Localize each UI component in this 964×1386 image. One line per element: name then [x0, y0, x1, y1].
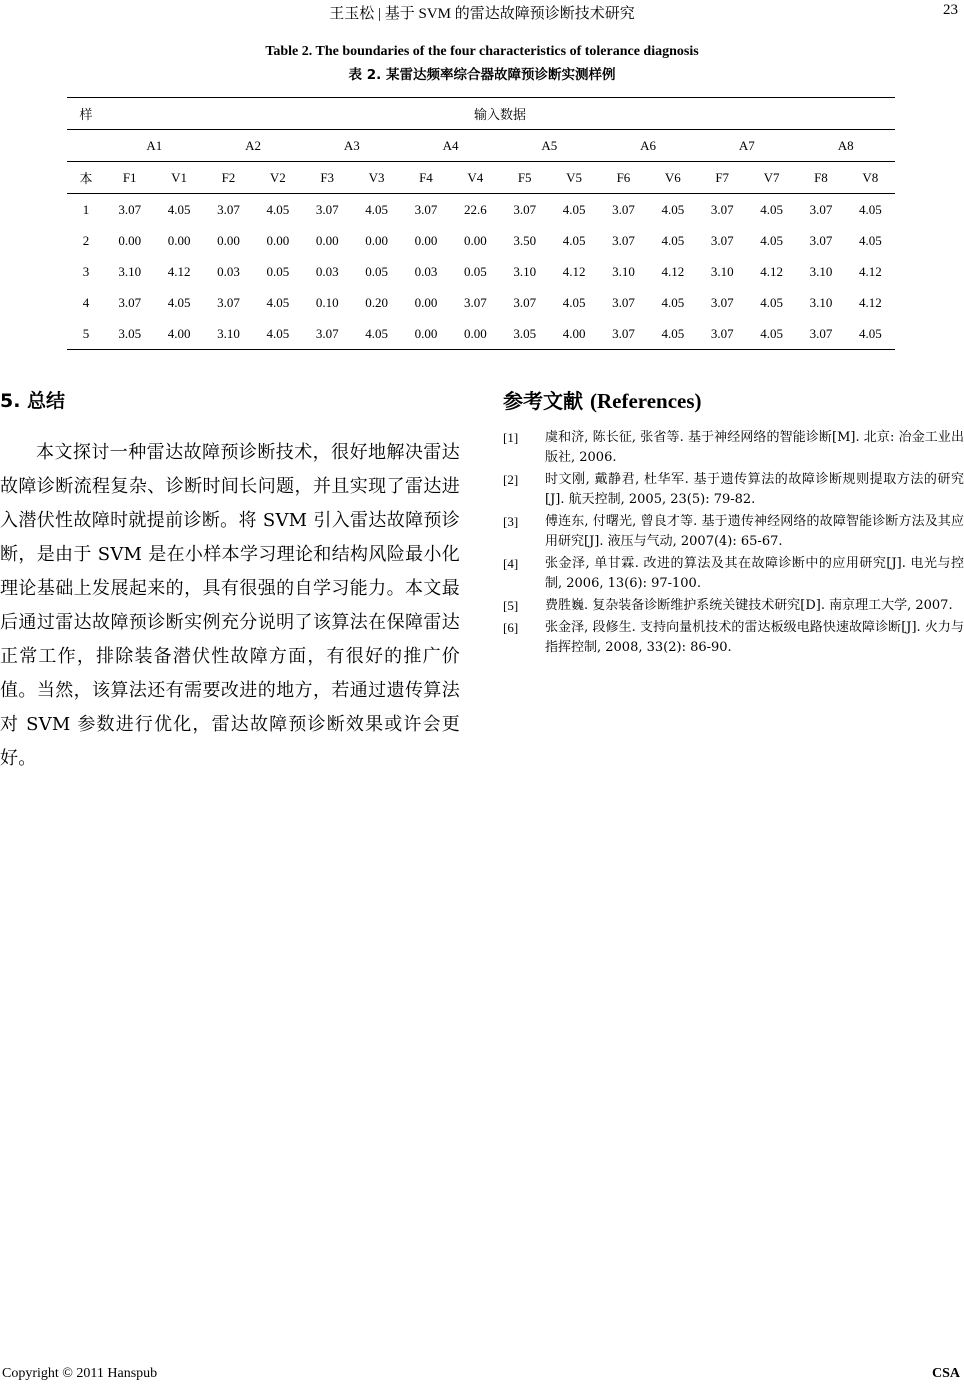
table-cell: 3.10 — [612, 263, 635, 279]
table-cell: 4.05 — [661, 294, 685, 310]
table-cell: 3.07 — [204, 194, 253, 226]
group-header: A6 — [599, 130, 698, 162]
table-cell: 3.07 — [217, 294, 240, 310]
table-cell: 0.03 — [217, 263, 240, 279]
data-table — [67, 97, 895, 350]
table-cell: 4.05 — [549, 194, 598, 226]
table-cell: 4.05 — [760, 294, 783, 310]
footer-journal: CSA — [931, 1366, 960, 1381]
group-header: A4 — [401, 130, 500, 162]
table-cell: 3.05 — [500, 318, 549, 350]
column-header: F6 — [599, 162, 648, 194]
group-header: A7 — [698, 130, 797, 162]
column-header: F3 — [303, 162, 352, 194]
table-cell: 3.07 — [500, 194, 549, 226]
table-cell: 0.05 — [463, 263, 487, 279]
table-cell: 4.05 — [661, 232, 685, 248]
table-cell: 4.12 — [167, 263, 191, 279]
table-cell: 0.00 — [217, 232, 240, 248]
table-cell: 3.10 — [809, 294, 833, 310]
group-header: A5 — [500, 130, 599, 162]
column-header: F4 — [401, 162, 450, 194]
column-header: F8 — [796, 162, 845, 194]
group-header: A2 — [204, 130, 303, 162]
table-cell: 3.07 — [612, 294, 635, 310]
reference-item — [503, 554, 964, 594]
table-cell: 3.05 — [105, 318, 154, 350]
table-cell: 4.05 — [352, 194, 401, 226]
column-header: F7 — [698, 162, 747, 194]
table-cell: 4.05 — [846, 194, 895, 226]
table-cell: 4.05 — [266, 294, 290, 310]
table-cell: 4.05 — [253, 318, 302, 350]
table-header-row-1 — [67, 98, 895, 130]
section-title: 5. 总结 — [0, 390, 66, 412]
column-header: V3 — [352, 162, 401, 194]
page-number: 23 — [943, 2, 958, 18]
input-data-label: 输入数据 — [105, 98, 895, 130]
reference-number: [2] — [503, 472, 519, 487]
table-cell: 3.07 — [612, 232, 635, 248]
table-cell: 3.50 — [513, 232, 537, 248]
table-cell: 4.12 — [661, 263, 685, 279]
column-header: F1 — [105, 162, 154, 194]
reference-item — [503, 618, 964, 658]
table-cell: 0.00 — [167, 232, 191, 248]
column-header: V7 — [747, 162, 796, 194]
column-header: V2 — [253, 162, 302, 194]
row-header-spacer — [67, 130, 105, 162]
table-cell: 4.05 — [352, 318, 401, 350]
table-cell: 0.00 — [365, 232, 388, 248]
table-cell: 4.05 — [648, 318, 697, 350]
table-cell: 0.10 — [315, 294, 339, 310]
table-cell: 22.6 — [451, 194, 500, 226]
table-cell: 0.00 — [463, 232, 487, 248]
table-cell: 4.05 — [154, 194, 203, 226]
table-row — [67, 256, 895, 287]
table-header-row-columns — [67, 162, 895, 194]
column-header: F5 — [500, 162, 549, 194]
table-cell: 4.05 — [562, 294, 586, 310]
column-header: V8 — [846, 162, 895, 194]
reference-text: 张金泽, 段修生. 支持向量机技术的雷达板级电路快速故障诊断[J]. 火力与指挥控制, 2008, 33(2): 86-90. — [545, 620, 964, 655]
references-section — [503, 384, 964, 660]
column-header: V5 — [549, 162, 598, 194]
table-cell: 3.07 — [513, 294, 537, 310]
group-header: A1 — [105, 130, 204, 162]
table-cell: 4.05 — [747, 318, 796, 350]
table-cell: 0.20 — [365, 294, 388, 310]
row-id-cell: 4 — [82, 294, 90, 310]
table-cell: 3.07 — [599, 194, 648, 226]
table-row — [67, 194, 895, 226]
table-body — [67, 194, 895, 350]
reference-item — [503, 428, 964, 468]
references-title-en: (References) — [589, 389, 702, 413]
table-cell: 0.03 — [315, 263, 339, 279]
table-cell: 3.07 — [303, 318, 352, 350]
table-header-row-groups — [67, 130, 895, 162]
reference-list — [503, 428, 964, 658]
reference-item — [503, 512, 964, 552]
row-id-cell: 2 — [82, 232, 90, 248]
table-cell: 3.07 — [118, 294, 142, 310]
table-row — [67, 225, 895, 256]
table-cell: 4.00 — [549, 318, 598, 350]
column-header: F2 — [204, 162, 253, 194]
column-header: V6 — [648, 162, 697, 194]
reference-number: [4] — [503, 556, 519, 571]
table-cell: 3.10 — [809, 263, 833, 279]
row-header-top: 样 — [67, 98, 105, 130]
reference-number: [3] — [503, 514, 519, 529]
table-cell: 4.00 — [154, 318, 203, 350]
table-cell: 3.07 — [105, 194, 154, 226]
table-cell: 3.07 — [303, 194, 352, 226]
row-id-cell: 3 — [82, 263, 90, 279]
row-id-cell: 5 — [67, 318, 105, 350]
conclusion-paragraph: 本文探讨一种雷达故障预诊断技术，很好地解决雷达故障诊断流程复杂、诊断时间长问题，并且实现了雷达进入潜伏性故障时就提前诊断。将 SVM 引入雷达故障预诊断，是由于 SVM 是在小样本学习理论和结构风险最小化理论基础上发展起来的，具有很强的自学习能力。本文最后通过雷达故障预诊断实例充分说明了该算法在保障雷达正常工作，排除装备潜伏性故障方面，有很好的推广价值。当然，该算法还有需要改进的地方，若通过遗传算法对 SVM 参数进行优化，雷达故障预诊断效果或许会更好。 — [0, 442, 460, 769]
table-cell: 0.05 — [365, 263, 388, 279]
table-cell: 4.05 — [747, 194, 796, 226]
reference-item — [503, 596, 964, 616]
table-cell: 0.00 — [315, 232, 339, 248]
table-cell: 3.10 — [118, 263, 142, 279]
table-cell: 3.07 — [710, 294, 734, 310]
table-cell: 4.12 — [562, 263, 586, 279]
table-cell: 0.00 — [266, 232, 290, 248]
group-header: A3 — [303, 130, 402, 162]
row-header-bottom: 本 — [67, 162, 105, 194]
table-cell: 4.12 — [858, 263, 882, 279]
reference-item — [503, 470, 964, 510]
column-header: V4 — [451, 162, 500, 194]
reference-text: 傅连东, 付曙光, 曾良才等. 基于遗传神经网络的故障智能诊断方法及其应用研究[J]. 液压与气动, 2007(4): 65-67. — [545, 514, 964, 549]
conclusion-section — [0, 384, 460, 776]
reference-number: [5] — [503, 598, 519, 613]
row-id-cell: 1 — [67, 194, 105, 226]
table-cell: 3.07 — [809, 232, 833, 248]
table-cell: 3.07 — [599, 318, 648, 350]
data-table-container — [67, 97, 895, 350]
table-cell: 4.05 — [846, 318, 895, 350]
table-cell: 3.07 — [796, 194, 845, 226]
table-cell: 4.12 — [858, 294, 882, 310]
table-cell: 0.00 — [414, 294, 438, 310]
table-cell: 4.05 — [253, 194, 302, 226]
reference-text: 费胜巍. 复杂装备诊断维护系统关键技术研究[D]. 南京理工大学, 2007. — [545, 598, 953, 613]
table-cell: 0.00 — [451, 318, 500, 350]
table-row — [67, 318, 895, 350]
table-cell: 3.07 — [796, 318, 845, 350]
table-cell: 4.12 — [760, 263, 783, 279]
table-caption-en: Table 2. The boundaries of the four characteristics of tolerance diagnosis — [265, 44, 699, 59]
table-cell: 3.07 — [401, 194, 450, 226]
table-cell: 0.00 — [414, 232, 438, 248]
reference-text: 虞和济, 陈长征, 张省等. 基于神经网络的智能诊断[M]. 北京: 冶金工业出版社, 2006. — [545, 430, 964, 465]
references-title — [503, 384, 964, 418]
reference-number: [6] — [503, 620, 519, 635]
table-cell: 0.00 — [401, 318, 450, 350]
column-header: V1 — [154, 162, 203, 194]
table-cell: 3.07 — [698, 194, 747, 226]
reference-number: [1] — [503, 430, 519, 445]
reference-text: 时文刚, 戴静君, 杜华军. 基于遗传算法的故障诊断规则提取方法的研究[J]. 航天控制, 2005, 23(5): 79-82. — [545, 472, 964, 507]
table-caption-zh: 表 2. 某雷达频率综合器故障预诊断实测样例 — [348, 67, 616, 83]
running-title: 王玉松 | 基于 SVM 的雷达故障预诊断技术研究 — [329, 6, 635, 22]
table-cell: 3.07 — [710, 232, 734, 248]
table-cell: 0.05 — [266, 263, 290, 279]
table-cell: 4.05 — [167, 294, 191, 310]
footer-copyright: Copyright © 2011 Hanspub — [2, 1366, 158, 1381]
table-cell: 0.03 — [414, 263, 438, 279]
table-cell: 4.05 — [858, 232, 882, 248]
table-cell: 3.10 — [710, 263, 734, 279]
table-cell: 4.05 — [648, 194, 697, 226]
table-cell: 0.00 — [118, 232, 142, 248]
table-cell: 3.10 — [513, 263, 537, 279]
references-title-zh: 参考文献 — [503, 389, 583, 413]
table-row — [67, 287, 895, 318]
table-cell: 3.07 — [698, 318, 747, 350]
table-cell: 4.05 — [760, 232, 783, 248]
table-cell: 3.07 — [463, 294, 487, 310]
table-cell: 4.05 — [562, 232, 586, 248]
table-cell: 3.10 — [204, 318, 253, 350]
page-header — [0, 0, 964, 24]
group-header: A8 — [796, 130, 895, 162]
reference-text: 张金泽, 单甘霖. 改进的算法及其在故障诊断中的应用研究[J]. 电光与控制, 2006, 13(6): 97-100. — [545, 556, 964, 591]
